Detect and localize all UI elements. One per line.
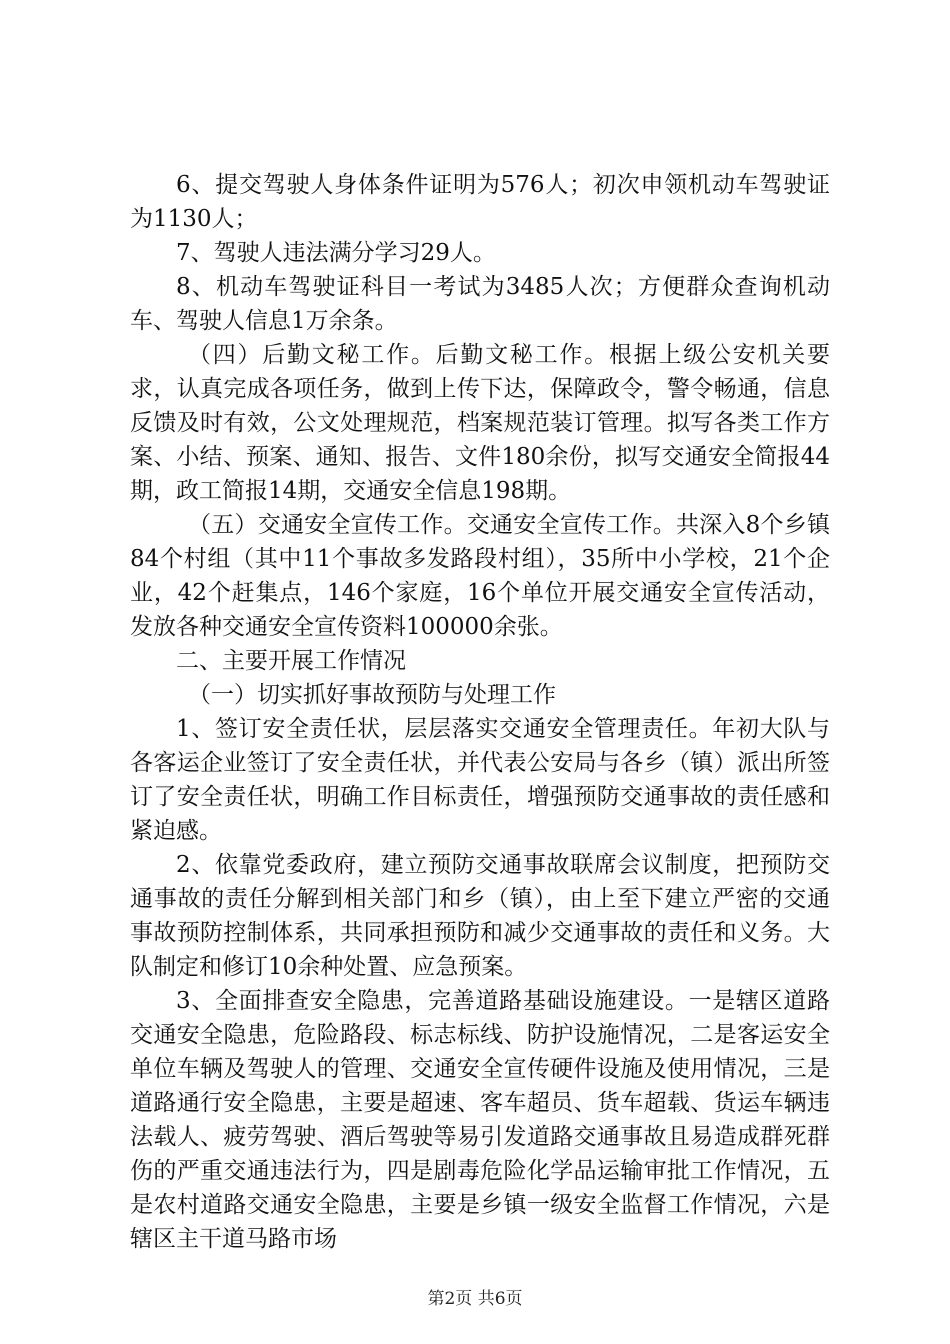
paragraph-item-7: 7、驾驶人违法满分学习29人。 <box>176 240 496 266</box>
document-body <box>130 168 830 1256</box>
paragraph-item-8: 8、机动车驾驶证科目一考试为3485人次；方便群众查询机动车、驾驶人信息1万余条。 <box>130 274 830 334</box>
section-heading-main-work: 二、主要开展工作情况 <box>176 648 406 674</box>
paragraph-hazard-inspection: 3、全面排查安全隐患，完善道路基础设施建设。一是辖区道路交通安全隐患，危险路段、标志标线、防护设施情况，二是客运安全单位车辆及驾驶人的管理、交通安全宣传硬件设施及使用情况，三是道路通行安全隐患，主要是超速、客车超员、货车超载、货运车辆违法载人、疲劳驾驶、酒后驾驶等易引发道路交通事故且易造成群死群伤的严重交通违法行为，四是剧毒危险化学品运输审批工作情况，五是农村道路交通安全隐患，主要是乡镇一级安全监督工作情况，六是辖区主干道马路市场 <box>130 988 830 1252</box>
paragraph-logistics-secretarial: （四）后勤文秘工作。后勤文秘工作。根据上级公安机关要求，认真完成各项任务，做到上传下达，保障政令，警令畅通，信息反馈及时有效，公文处理规范，档案规范装订管理。拟写各类工作方案、小结、预案、通知、报告、文件180余份，拟写交通安全简报44期，政工简报14期，交通安全信息198期。 <box>130 342 830 504</box>
paragraph-item-6: 6、提交驾驶人身体条件证明为576人；初次申领机动车驾驶证为1130人； <box>130 172 830 232</box>
paragraph-responsibility-contract: 1、签订安全责任状，层层落实交通安全管理责任。年初大队与各客运企业签订了安全责任状，并代表公安局与各乡（镇）派出所签订了安全责任状，明确工作目标责任，增强预防交通事故的责任感和紧迫感。 <box>130 716 830 844</box>
paragraph-joint-meeting-system: 2、依靠党委政府，建立预防交通事故联席会议制度，把预防交通事故的责任分解到相关部门和乡（镇），由上至下建立严密的交通事故预防控制体系，共同承担预防和减少交通事故的责任和义务。大队制定和修订10余种处置、应急预案。 <box>130 852 830 980</box>
paragraph-traffic-safety-publicity: （五）交通安全宣传工作。交通安全宣传工作。共深入8个乡镇84个村组（其中11个事故多发路段村组），35所中小学校，21个企业，42个赶集点，146个家庭，16个单位开展交通安全宣传活动，发放各种交通安全宣传资料100000余张。 <box>130 512 830 640</box>
subsection-heading-accident-prevention: （一）切实抓好事故预防与处理工作 <box>188 682 556 708</box>
page-footer: 第2页 共6页 <box>427 1289 523 1309</box>
